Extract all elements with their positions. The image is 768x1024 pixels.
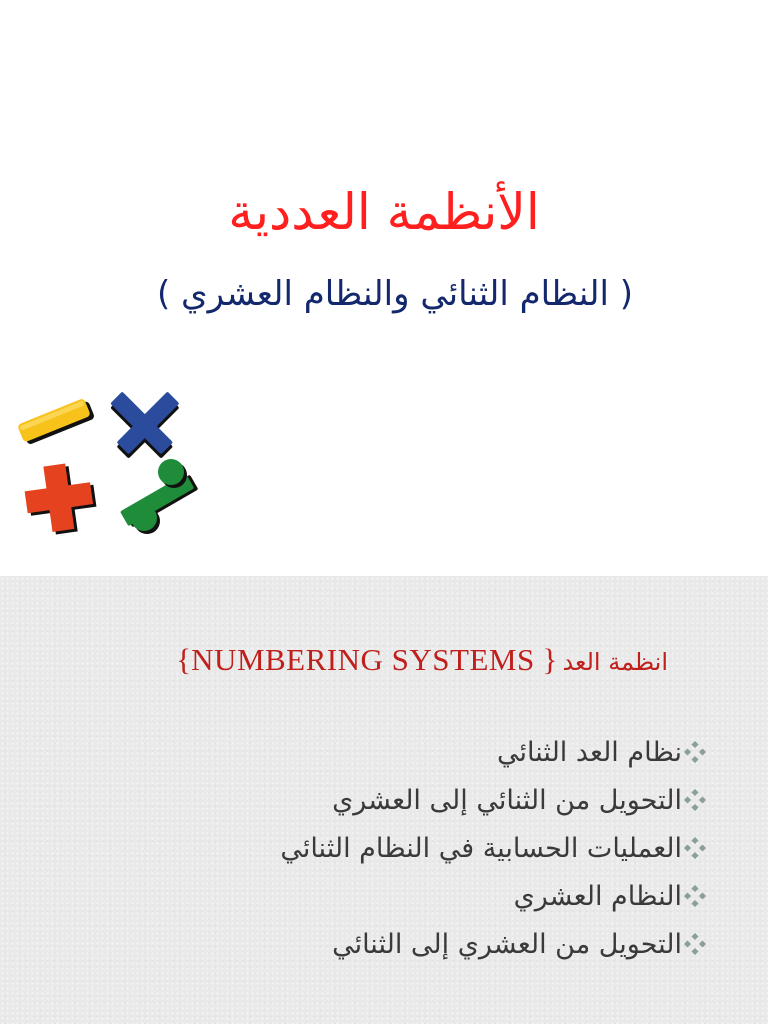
slide-subtitle: ( النظام الثنائي والنظام العشري )	[156, 274, 634, 314]
content-area	[0, 576, 768, 1024]
list-item	[280, 728, 706, 776]
times-icon	[92, 384, 198, 475]
bullet-list	[280, 728, 706, 968]
diamond-bullet-icon	[684, 741, 706, 763]
section-heading-arabic: انظمة العد	[562, 648, 668, 676]
bullet-text: نظام العد الثنائي	[497, 736, 682, 768]
diamond-bullet-icon	[684, 885, 706, 907]
math-operators-icon	[14, 384, 200, 540]
bullet-text: التحويل من العشري إلى الثنائي	[332, 928, 682, 960]
plus-icon	[22, 460, 100, 538]
section-heading-english: { NUMBERING SYSTEMS}	[176, 642, 558, 677]
list-item	[280, 776, 706, 824]
minus-icon	[17, 397, 95, 446]
list-item	[280, 920, 706, 968]
diamond-bullet-icon	[684, 933, 706, 955]
bullet-text: النظام العشري	[513, 880, 682, 912]
section-heading	[176, 636, 668, 689]
slide-title: الأنظمة العددية	[228, 183, 540, 241]
bullet-text: العمليات الحسابية في النظام الثنائي	[280, 832, 682, 864]
diamond-bullet-icon	[684, 789, 706, 811]
divide-icon	[120, 459, 198, 534]
list-item	[280, 824, 706, 872]
list-item	[280, 872, 706, 920]
bullet-text: التحويل من الثنائي إلى العشري	[332, 784, 682, 816]
diamond-bullet-icon	[684, 837, 706, 859]
